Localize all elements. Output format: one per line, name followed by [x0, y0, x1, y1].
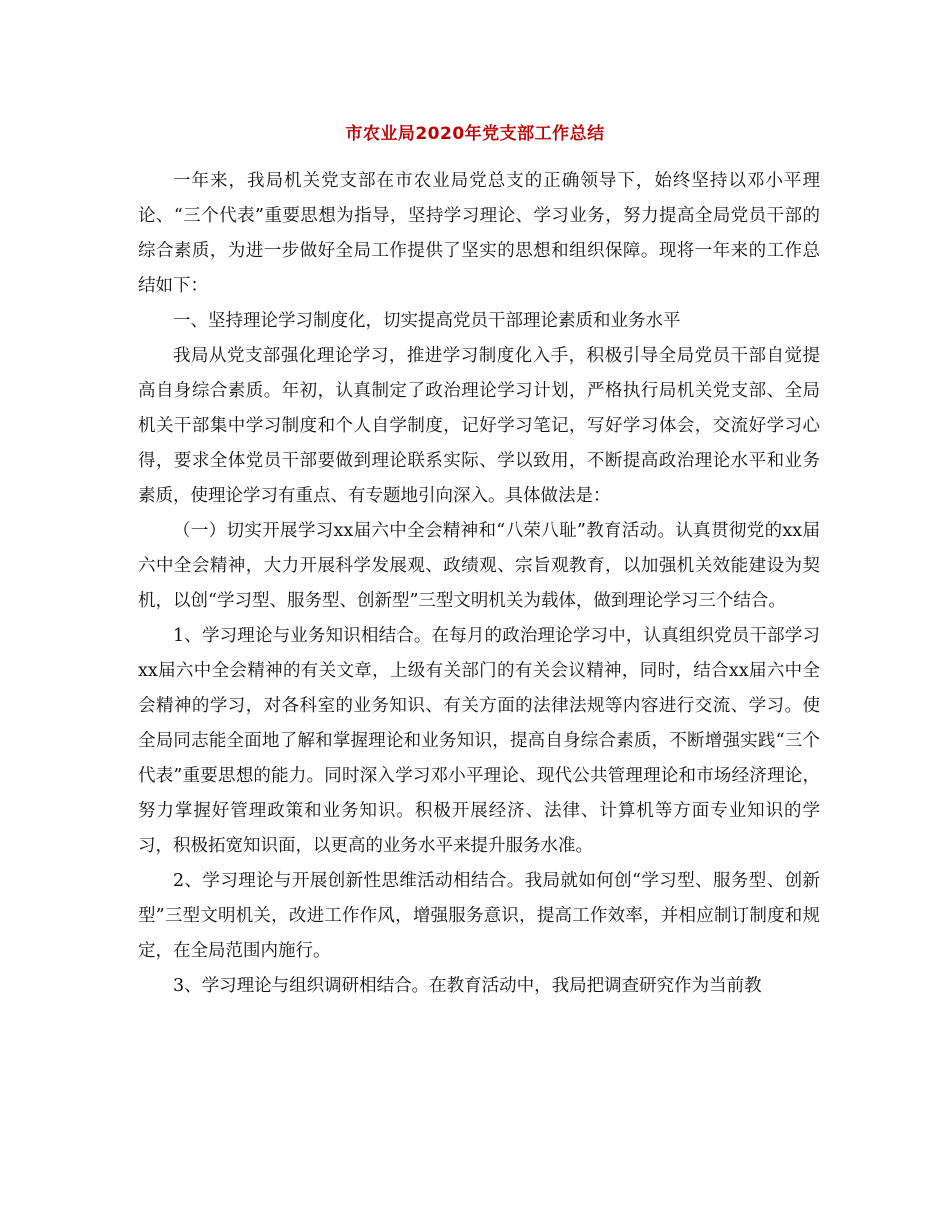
intro-paragraph: 一年来，我局机关党支部在市农业局党总支的正确领导下，始终坚持以邓小平理论、“三个代表”重要思想为指导，坚持学习理论、学习业务，努力提高全局党员干部的综合素质，为进一步做好全局工作提供了坚实的思想和组织保障。现将一年来的工作总结如下：: [138, 171, 820, 296]
item-paragraph-2: 2、学习理论与开展创新性思维活动相结合。我局就如何创“学习型、服务型、创新型”三型文明机关，改进工作作风，增强服务意识，提高工作效率，并相应制订制度和规定，在全局范围内施行。: [138, 871, 820, 961]
section-heading-1: 一、坚持理论学习制度化，切实提高党员干部理论素质和业务水平: [173, 311, 681, 331]
document-title: 市农业局2020年党支部工作总结: [345, 124, 605, 144]
body-paragraph: 我局从党支部强化理论学习，推进学习制度化入手，积极引导全局党员干部自觉提高自身综合素质。年初，认真制定了政治理论学习计划，严格执行局机关党支部、全局机关干部集中学习制度和个人自学制度，记好学习笔记，写好学习体会，交流好学习心得，要求全体党员干部要做到理论联系实际、学以致用，不断提高政治理论水平和业务素质，使理论学习有重点、有专题地引向深入。具体做法是：: [138, 346, 820, 506]
item-paragraph-1: 1、学习理论与业务知识相结合。在每月的政治理论学习中，认真组织党员干部学习xx届六中全会精神的有关文章，上级有关部门的有关会议精神，同时，结合xx届六中全会精神的学习，对各科室的业务知识、有关方面的法律法规等内容进行交流、学习。使全局同志能全面地了解和掌握理论和业务知识，提高自身综合素质，不断增强实践“三个代表”重要思想的能力。同时深入学习邓小平理论、现代公共管理理论和市场经济理论，努力掌握好管理政策和业务知识。积极开展经济、法律、计算机等方面专业知识的学习，积极拓宽知识面，以更高的业务水平来提升服务水准。: [138, 626, 820, 856]
item-paragraph-3: 3、学习理论与组织调研相结合。在教育活动中，我局把调查研究作为当前教: [173, 976, 762, 996]
document-body: [138, 164, 820, 1004]
subsection-paragraph-1: （一）切实开展学习xx届六中全会精神和“八荣八耻”教育活动。认真贯彻党的xx届六中全会精神，大力开展科学发展观、政绩观、宗旨观教育，以加强机关效能建设为契机，以创“学习型、服务型、创新型”三型文明机关为载体，做到理论学习三个结合。: [138, 521, 820, 611]
